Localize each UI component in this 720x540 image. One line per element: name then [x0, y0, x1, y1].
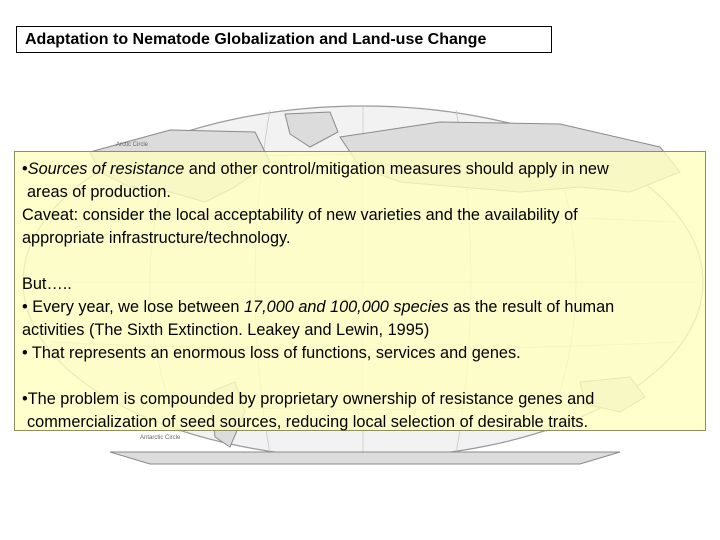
- caveat-line-1: Caveat: consider the local acceptability of new varieties and the availability of: [22, 206, 578, 224]
- antarctic-circle-label: Antarctic Circle: [140, 435, 181, 441]
- bullet-4-line-1: •The problem is compounded by proprietary ownership of resistance genes and: [22, 390, 595, 408]
- bullet-4-line-2: commercialization of seed sources, reducing local selection of desirable traits.: [27, 413, 589, 431]
- slide-title-box: [16, 26, 552, 53]
- bullet-2-pre: • Every year, we lose between: [22, 298, 244, 316]
- bullet-3: • That represents an enormous loss of functions, services and genes.: [22, 344, 521, 362]
- species-count-text: 17,000 and 100,000 species: [244, 298, 449, 316]
- bullet-1-rest: and other control/mitigation measures should apply in new: [184, 160, 609, 178]
- bullet-2-post: as the result of human: [448, 298, 615, 316]
- land-antarctica: [110, 452, 620, 464]
- bullet-2-line-1: [22, 296, 699, 319]
- bullet-2-line-2: activities (The Sixth Extinction. Leakey and Lewin, 1995): [22, 321, 430, 339]
- caveat-line-2: appropriate infrastructure/technology.: [22, 229, 291, 247]
- bullet-1-line-2: areas of production.: [27, 183, 171, 201]
- sources-of-resistance-text: Sources of resistance: [27, 160, 185, 178]
- bullet-1-mark: •: [22, 160, 28, 178]
- arctic-circle-label: Arctic Circle: [116, 142, 149, 148]
- content-textbox: [14, 151, 706, 431]
- bullet-1-line-1: [22, 158, 699, 181]
- slide-title: Adaptation to Nematode Globalization and Land-use Change: [25, 30, 487, 48]
- but-line: But…..: [22, 275, 72, 293]
